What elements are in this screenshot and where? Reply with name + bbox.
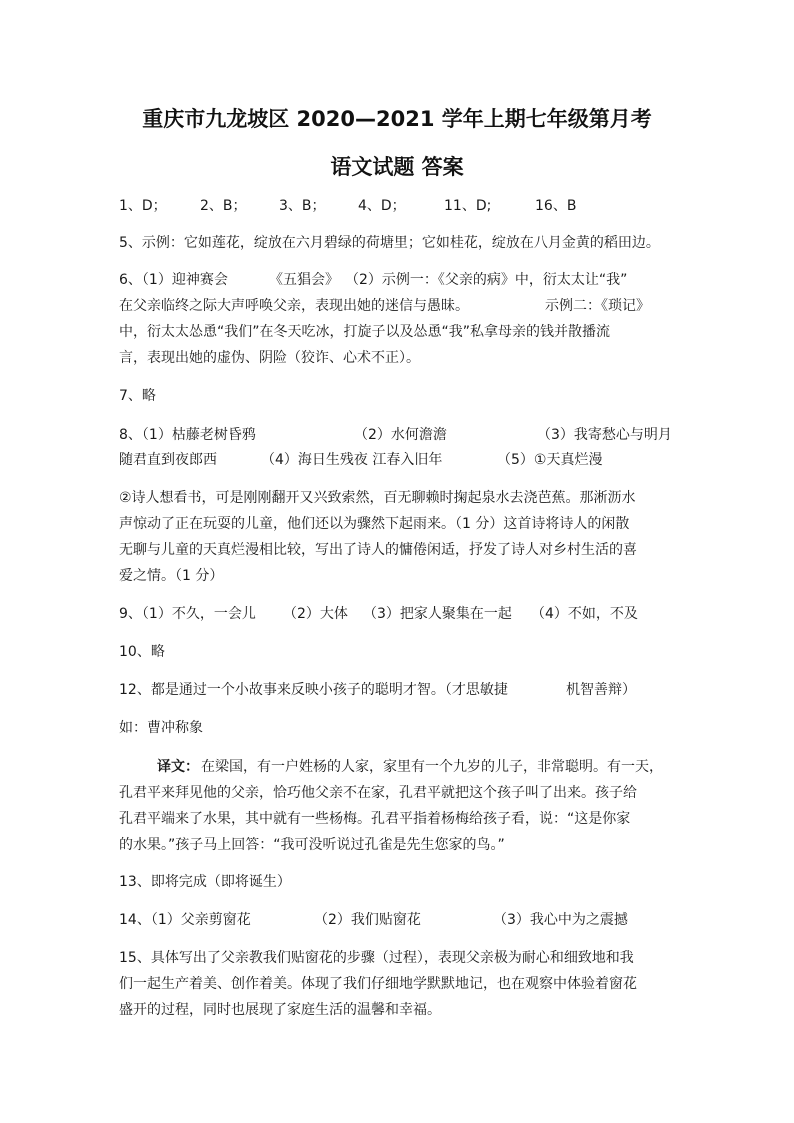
answer-8-para-line-1: ②诗人想看书，可是刚刚翻开又兴致索然，百无聊赖时掬起泉水去浇芭蕉。那淅沥水	[119, 490, 636, 506]
answer-8-part-5: （4）海日生残夜 江春入旧年	[261, 452, 443, 468]
answer-15-line-3: 盛开的过程，同时也展现了家庭生活的温馨和幸福。	[119, 1002, 441, 1018]
answer-6-part-5: 示例二：《琐记》	[545, 298, 650, 314]
answer-14-part-3: （3）我心中为之震撼	[493, 912, 628, 928]
answer-12-part-2: 机智善辩）	[566, 682, 636, 698]
page-title: 重庆市九龙坡区 2020—2021 学年上期七年级第月考	[142, 107, 652, 131]
answer-6-part-1: 6、（1）迎神赛会	[119, 272, 228, 288]
answer-8-part-6: （5）①天真烂漫	[497, 452, 603, 468]
answer-6-line-4: 言，表现出她的虚伪、阴险（狡诈、心术不正）。	[119, 350, 420, 366]
answer-14-part-1: 14、（1）父亲剪窗花	[119, 912, 251, 928]
answer-15-line-1: 15、具体写出了父亲教我们贴窗花的步骤（过程），表现父亲极为耐心和细致地和我	[119, 950, 634, 966]
translation-text-1: 在梁国，有一户姓杨的人家，家里有一个九岁的儿子，非常聪明。有一天，	[201, 759, 663, 775]
answer-12-part-1: 12、都是通过一个小故事来反映小孩子的聪明才智。（才思敏捷	[119, 682, 508, 698]
answer-6-part-2: 《五猖会》	[269, 272, 339, 288]
answer-8-part-2: （2）水何澹澹	[354, 427, 447, 443]
answer-8-para-line-4: 爱之情。（1 分）	[119, 568, 224, 584]
answer-8-para-line-3: 无聊与儿童的天真烂漫相比较，写出了诗人的慵倦闲适，抒发了诗人对乡村生活的喜	[119, 542, 637, 558]
translation-line-4: 的水果。”孩子马上回答：“我可没听说过孔雀是先生您家的鸟。”	[119, 837, 505, 853]
answer-15-line-2: 们一起生产着美、创作着美。体现了我们仔细地学默默地记，也在观察中体验着窗花	[119, 976, 637, 992]
answer-8-part-1: 8、（1）枯藤老树昏鸦	[119, 427, 256, 443]
answer-16: 16、B	[535, 198, 577, 214]
answer-12-example: 如：曹冲称象	[119, 720, 203, 736]
answer-7: 7、略	[119, 388, 156, 404]
answer-9-part-1: 9、（1）不久，一会儿	[119, 606, 256, 622]
answer-13: 13、即将完成（即将诞生）	[119, 874, 291, 890]
answer-5: 5、示例：它如莲花，绽放在六月碧绿的荷塘里；它如桂花，绽放在八月金黄的稻田边。	[119, 235, 660, 251]
answer-9-part-4: （4）不如，不及	[531, 606, 638, 622]
answer-1: 1、D；	[119, 198, 167, 214]
answer-8-part-3: （3）我寄愁心与明月	[537, 427, 672, 443]
page-subtitle: 语文试题 答案	[330, 155, 464, 179]
answer-3: 3、B；	[279, 198, 326, 214]
answer-8-para-line-2: 声惊动了正在玩耍的儿童，他们还以为骤然下起雨来。（1 分）这首诗将诗人的闲散	[119, 516, 630, 532]
answer-10: 10、略	[119, 644, 165, 660]
answer-9-part-3: （3）把家人聚集在一起	[363, 606, 512, 622]
answer-6-line-3: 中，衍太太怂恿“我们”在冬天吃冰，打旋子以及怂恿“我”私拿母亲的钱并散播流	[119, 324, 611, 340]
translation-line-2: 孔君平来拜见他的父亲，恰巧他父亲不在家，孔君平就把这个孩子叫了出来。孩子给	[119, 785, 637, 801]
answer-11: 11、D;	[444, 198, 492, 214]
translation-label: 译文：	[157, 759, 199, 775]
answer-8-part-4: 随君直到夜郎西	[119, 452, 217, 468]
answer-9-part-2: （2）大体	[283, 606, 348, 622]
answer-6-part-4: 在父亲临终之际大声呼唤父亲，表现出她的迷信与愚昧。	[119, 298, 469, 314]
translation-line-3: 孔君平端来了水果，其中就有一些杨梅。孔君平指着杨梅给孩子看，说：“这是你家	[119, 811, 631, 827]
answer-14-part-2: （2）我们贴窗花	[314, 912, 421, 928]
answer-4: 4、D；	[358, 198, 406, 214]
answer-6-part-3: （2）示例一：《父亲的病》中，衍太太让“我”	[345, 272, 628, 288]
answer-2: 2、B；	[200, 198, 247, 214]
